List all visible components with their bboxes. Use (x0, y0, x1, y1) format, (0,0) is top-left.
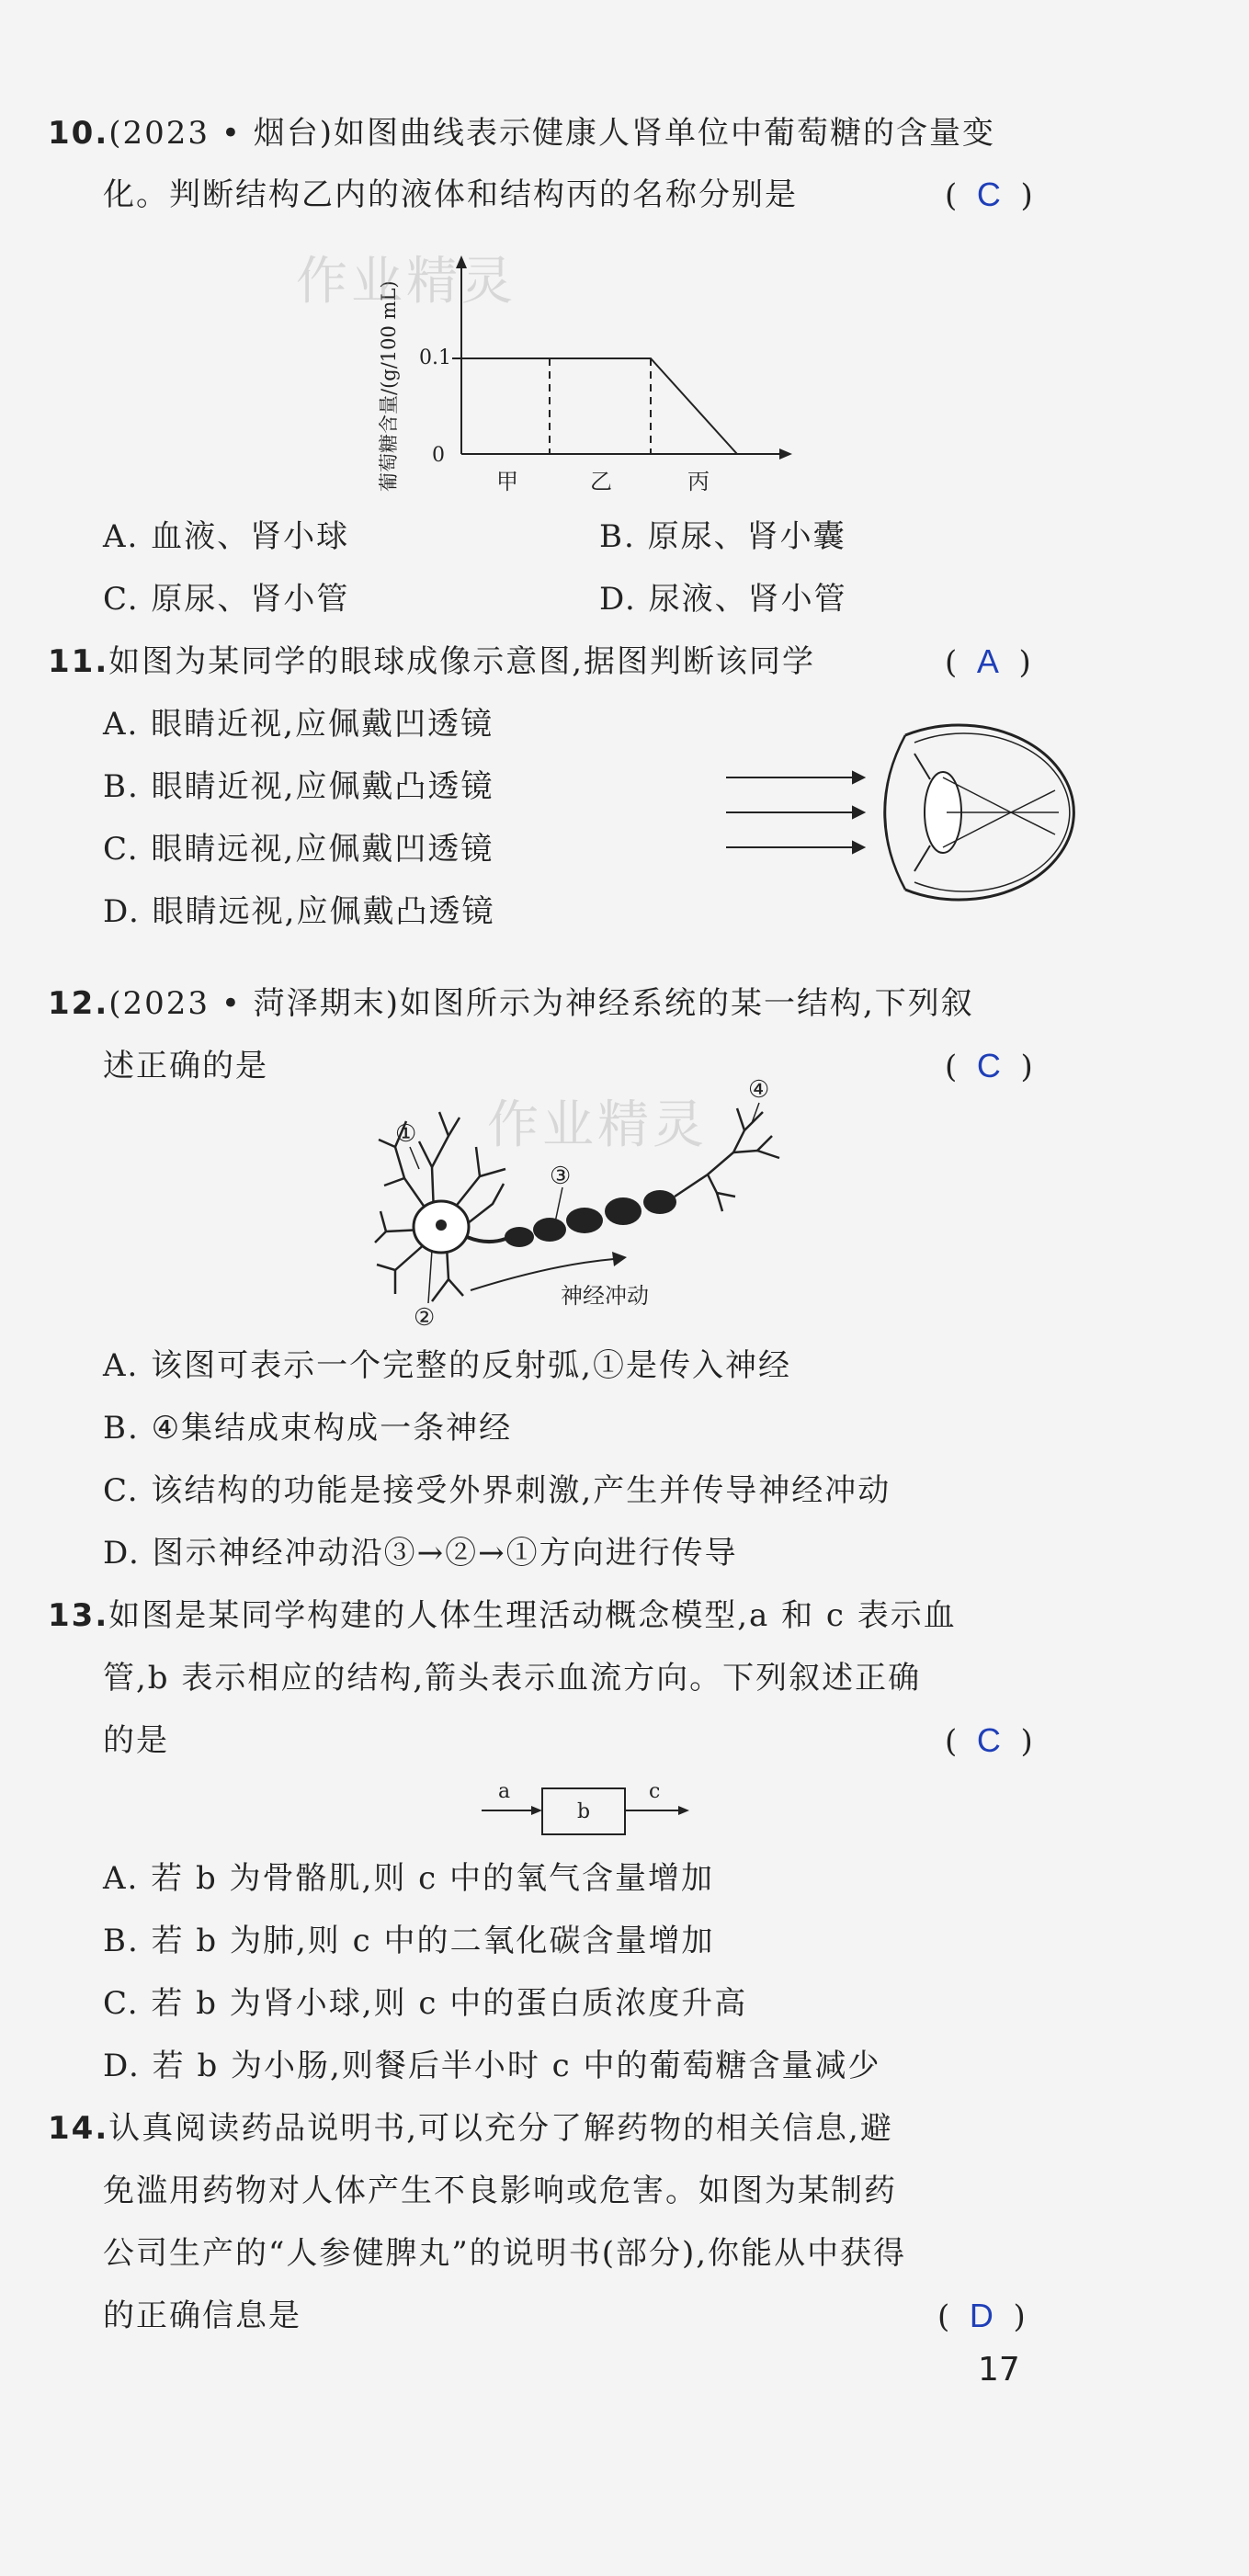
q10-xlabel-yi: 乙 (590, 469, 612, 494)
q11-option-a: A. 眼睛近视,应佩戴凹透镜 (103, 706, 494, 743)
q10-xlabel-jia: 甲 (496, 469, 518, 494)
q13-option-b: B. 若 b 为肺,则 c 中的二氧化碳含量增加 (103, 1923, 715, 1959)
q13-label-c: c (649, 1780, 661, 1803)
q13-label-a: a (498, 1780, 511, 1803)
q12-line1: 12.(2023 • 菏泽期末)如图所示为神经系统的某一结构,下列叙 (48, 985, 974, 1022)
q11-option-d: D. 眼睛远视,应佩戴凸透镜 (103, 893, 495, 930)
q10-option-b: B. 原尿、肾小囊 (599, 518, 846, 555)
q10-glucose-curve (461, 358, 737, 454)
q13-number: 13. (48, 1597, 109, 1634)
q13-line1: 13.如图是某同学构建的人体生理活动概念模型,a 和 c 表示血 (48, 1597, 957, 1634)
q12-label-1: ① (395, 1120, 417, 1148)
q10-ylabel: 葡萄糖含量/(g/100 mL) (378, 280, 400, 492)
q12-number: 12. (48, 985, 109, 1022)
q14-number: 14. (48, 2110, 109, 2147)
q12-option-a: A. 该图可表示一个完整的反射弧,①是传入神经 (103, 1347, 791, 1384)
q11-option-b: B. 眼睛近视,应佩戴凸透镜 (103, 768, 494, 805)
q11-eyeball-diagram (726, 698, 1075, 928)
q10-ytick-top: 0.1 (419, 346, 451, 369)
q12-label-4: ④ (748, 1076, 770, 1104)
q13-option-c: C. 若 b 为肾小球,则 c 中的蛋白质浓度升高 (103, 1985, 748, 2022)
q13-label-b: b (577, 1800, 591, 1823)
q10-number: 10. (48, 115, 109, 152)
q13-model-diagram (478, 1776, 698, 1849)
q12-option-d: D. 图示神经冲动沿③→②→①方向进行传导 (103, 1535, 738, 1572)
q10-watermark: 作业精灵 (296, 252, 517, 312)
q13-option-a: A. 若 b 为骨骼肌,则 c 中的氧气含量增加 (103, 1860, 715, 1897)
q11-answer: A (976, 642, 999, 680)
q14-answer-bracket: ( D ) (937, 2297, 1026, 2335)
q14-line4: 的正确信息是 (103, 2298, 301, 2334)
q11-answer-bracket: ( A ) (945, 642, 1031, 681)
q10-option-c: C. 原尿、肾小管 (103, 581, 350, 618)
q12-line2: 述正确的是 (103, 1048, 268, 1084)
q10-answer: C (976, 176, 1001, 213)
page-number: 17 (978, 2351, 1020, 2389)
q11-option-c: C. 眼睛远视,应佩戴凹透镜 (103, 831, 494, 868)
q14-answer: D (969, 2297, 994, 2334)
q10-xlabel-bing: 丙 (687, 469, 710, 494)
q13-line2: 管,b 表示相应的结构,箭头表示血流方向。下列叙述正确 (103, 1660, 922, 1697)
q10-option-d: D. 尿液、肾小管 (599, 581, 847, 618)
q12-label-3: ③ (550, 1163, 572, 1190)
q12-impulse-caption: 神经冲动 (561, 1283, 649, 1309)
q12-answer: C (976, 1047, 1001, 1084)
q10-ytick-zero: 0 (432, 444, 445, 467)
q13-answer-bracket: ( C ) (945, 1721, 1033, 1760)
q10-option-a: A. 血液、肾小球 (103, 518, 350, 555)
q14-line1: 14.认真阅读药品说明书,可以充分了解药物的相关信息,避 (48, 2110, 893, 2147)
q13-answer: C (976, 1721, 1001, 1759)
q13-line3: 的是 (103, 1722, 169, 1759)
q12-watermark: 作业精灵 (487, 1095, 708, 1155)
q13-option-d: D. 若 b 为小肠,则餐后半小时 c 中的葡萄糖含量减少 (103, 2048, 881, 2084)
q11-number: 11. (48, 643, 109, 680)
q12-option-b: B. ④集结成束构成一条神经 (103, 1410, 513, 1447)
q12-label-2: ② (414, 1304, 436, 1332)
q12-option-c: C. 该结构的功能是接受外界刺激,产生并传导神经冲动 (103, 1472, 891, 1509)
q14-line3: 公司生产的“人参健脾丸”的说明书(部分),你能从中获得 (103, 2235, 907, 2272)
q10-line2: 化。判断结构乙内的液体和结构丙的名称分别是 (103, 176, 798, 213)
q10-answer-bracket: ( C ) (945, 176, 1033, 214)
q11-line1: 11.如图为某同学的眼球成像示意图,据图判断该同学 (48, 643, 816, 680)
q10-line1: 10.(2023 • 烟台)如图曲线表示健康人肾单位中葡萄糖的含量变 (48, 115, 995, 152)
q12-answer-bracket: ( C ) (945, 1047, 1033, 1085)
q14-line2: 免滥用药物对人体产生不良影响或危害。如图为某制药 (103, 2173, 897, 2209)
